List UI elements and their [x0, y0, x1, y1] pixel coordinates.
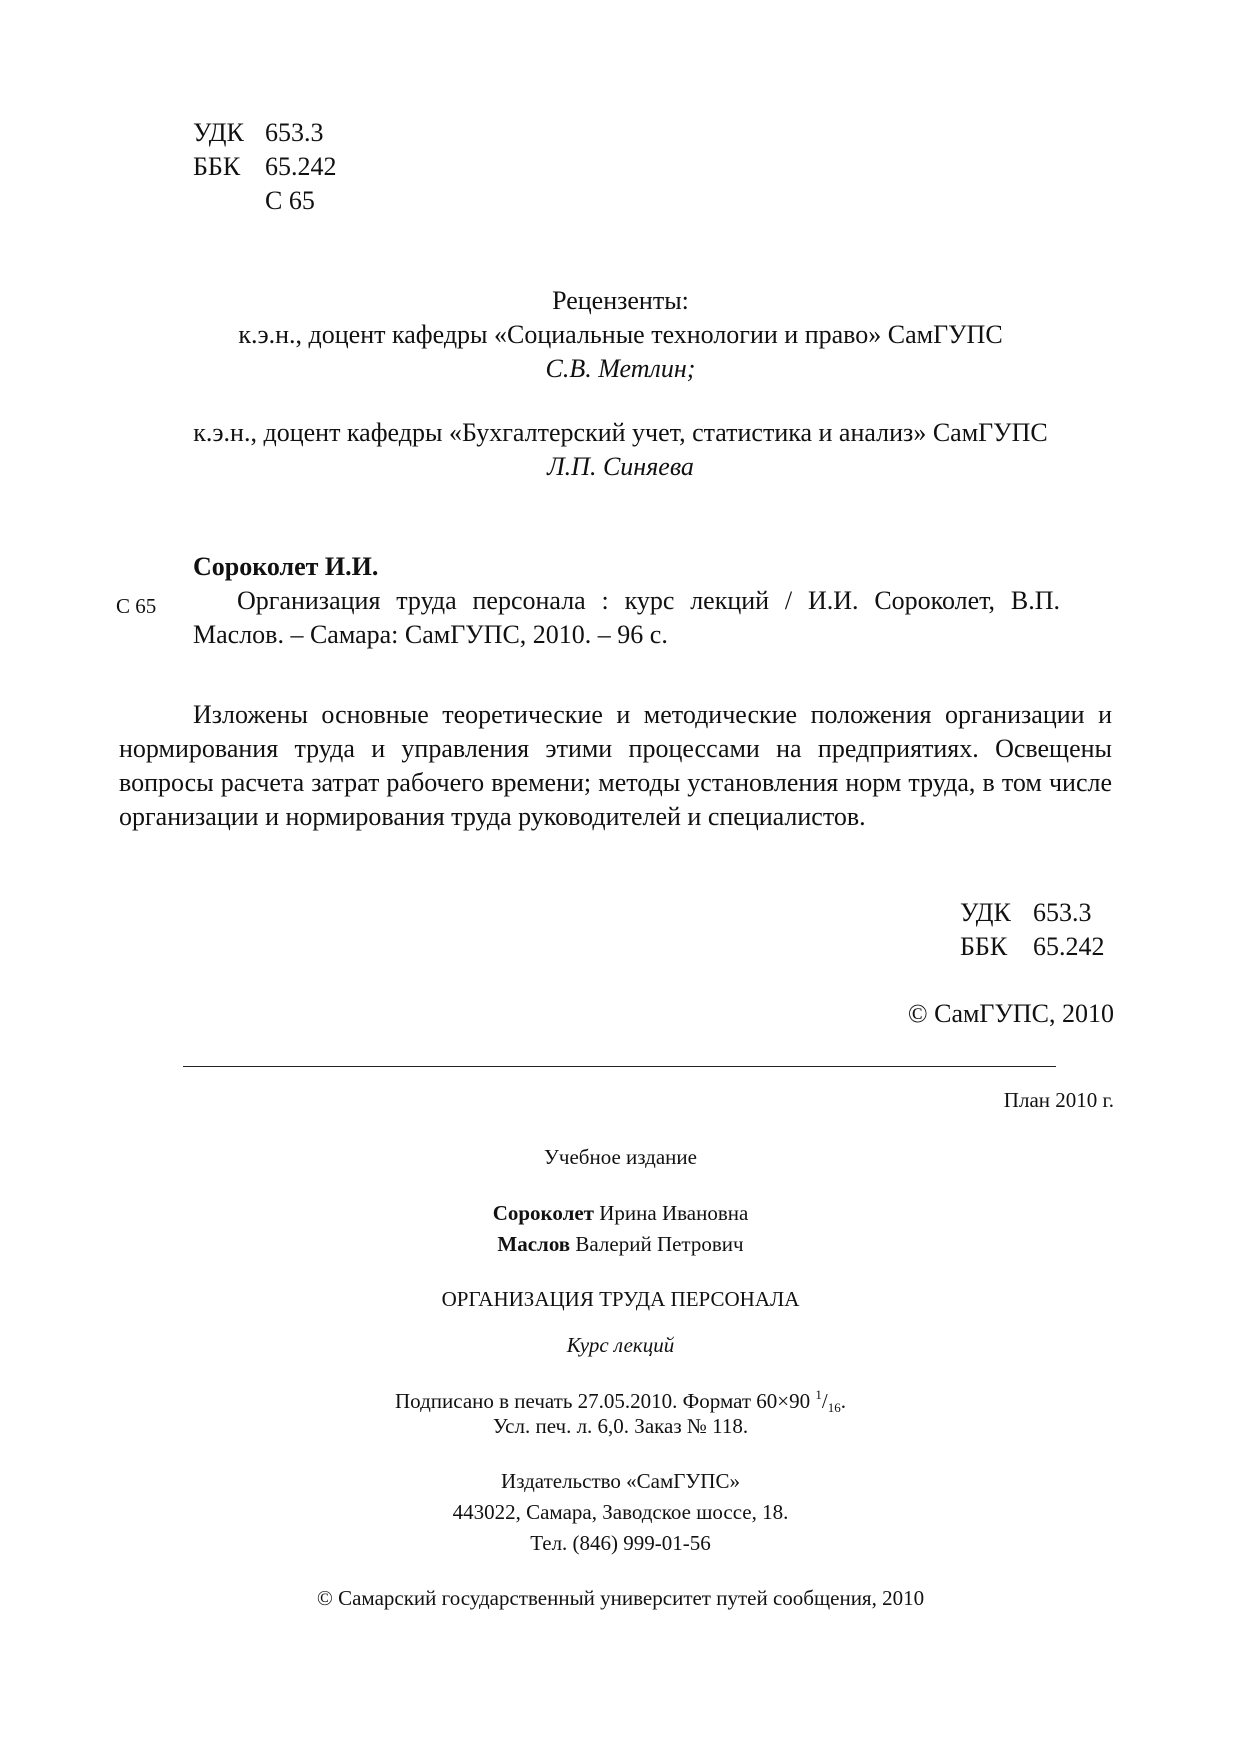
- bbk-row: [193, 150, 337, 184]
- reviewer-1-name: С.В. Метлин;: [545, 354, 696, 383]
- author-2-surname: Маслов: [497, 1232, 571, 1256]
- format-numerator: 1: [815, 1387, 822, 1402]
- udk-value-bottom: 653.3: [1033, 898, 1092, 927]
- abstract: [119, 698, 1112, 834]
- author-1-given: Ирина Ивановна: [599, 1201, 749, 1225]
- bbk-label: ББК: [193, 152, 241, 181]
- biblio-author: Сороколет И.И.: [193, 552, 379, 581]
- print-info: Усл. печ. л. 6,0. Заказ № 118.: [492, 1414, 749, 1438]
- publisher: Издательство «СамГУПС»: [501, 1469, 740, 1493]
- biblio-author-mark: С 65: [116, 594, 157, 618]
- author-1-surname: Сороколет: [492, 1201, 594, 1225]
- udk-row: [193, 116, 337, 150]
- author-mark-row: [193, 184, 337, 218]
- abstract-text: Изложены основные теоретические и методические положения организации и нормирования труда и управления этими процессами на предприятиях. Освещены вопросы расчета затрат рабочего времени; методы установления норм труда, в том числе организации и нормирования труда руководителей и специалистов.: [119, 700, 1112, 831]
- author-line-2: [0, 1229, 1241, 1259]
- biblio-description-text: Организация труда персонала : курс лекций / И.И. Сороколет, В.П. Маслов. – Самара: СамГУПС, 2010. – 96 с.: [193, 586, 1060, 649]
- bbk-label-bottom: ББК: [960, 932, 1008, 961]
- signed-to-print: Подписано в печать 27.05.2010. Формат 60×90 $^1/_{16}$.: [395, 1387, 846, 1415]
- udk-label: УДК: [193, 118, 244, 147]
- book-subtitle: Курс лекций: [566, 1333, 675, 1357]
- signed-suffix: .: [840, 1389, 846, 1413]
- reviewer-2-name: Л.П. Синяева: [547, 452, 694, 481]
- udk-label-bottom: УДК: [960, 898, 1011, 927]
- divider-line: [183, 1066, 1056, 1067]
- reviewers-heading: Рецензенты:: [552, 286, 689, 315]
- book-title: ОРГАНИЗАЦИЯ ТРУДА ПЕРСОНАЛА: [441, 1287, 800, 1311]
- reviewer-2-position: к.э.н., доцент кафедры «Бухгалтерский учет, статистика и анализ» СамГУПС: [193, 418, 1048, 447]
- copyright-short: © СамГУПС, 2010: [907, 999, 1114, 1028]
- bbk-value: 65.242: [265, 152, 337, 181]
- reviewer-1-position: к.э.н., доцент кафедры «Социальные технологии и право» СамГУПС: [238, 320, 1003, 349]
- author-mark: С 65: [265, 186, 315, 215]
- publisher-phone: Тел. (846) 999-01-56: [530, 1531, 711, 1555]
- plan-year: План 2010 г.: [1003, 1088, 1114, 1112]
- classification-bottom: [960, 896, 1105, 964]
- edition-type: Учебное издание: [544, 1145, 697, 1169]
- author-line-1: [0, 1198, 1241, 1228]
- bbk-row-bottom: [960, 930, 1105, 964]
- format-denominator: 16: [827, 1400, 841, 1415]
- bbk-value-bottom: 65.242: [1033, 932, 1105, 961]
- udk-value: 653.3: [265, 118, 324, 147]
- copyright-full: © Самарский государственный университет путей сообщения, 2010: [316, 1586, 925, 1610]
- classification-top: [193, 116, 337, 218]
- author-2-given: Валерий Петрович: [575, 1232, 744, 1256]
- publisher-address: 443022, Самара, Заводское шоссе, 18.: [452, 1500, 789, 1524]
- signed-prefix: Подписано в печать 27.05.2010. Формат 60×90: [395, 1389, 816, 1413]
- udk-row-bottom: [960, 896, 1105, 930]
- biblio-description: [193, 584, 1060, 652]
